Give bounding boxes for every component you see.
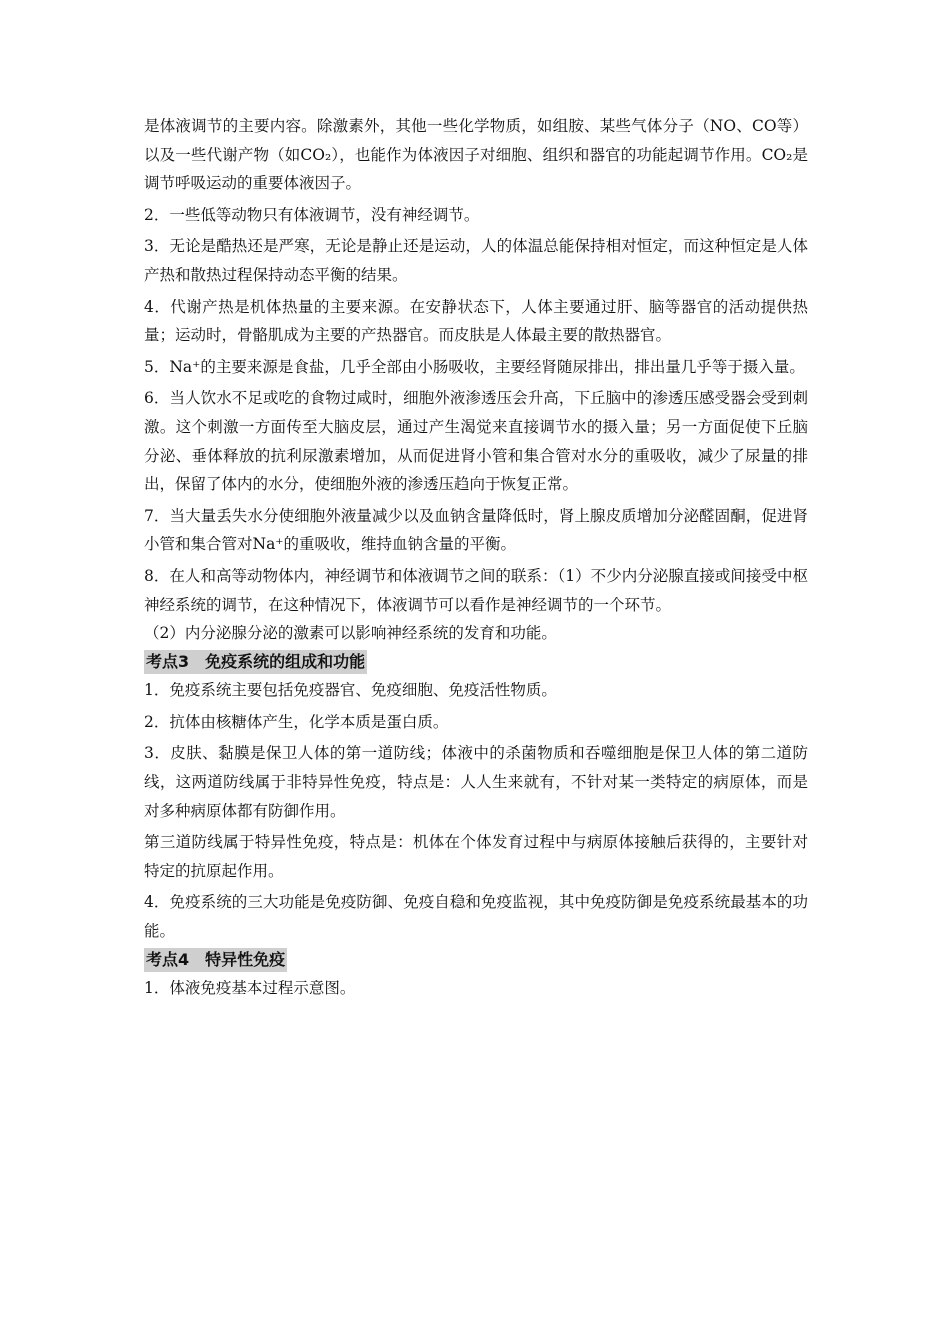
immune-item-4: 4．免疫系统的三大功能是免疫防御、免疫自稳和免疫监视，其中免疫防御是免疫系统最基本的功能。 (144, 893, 808, 941)
document-body (144, 112, 808, 1003)
paragraph-item-8: 8．在人和高等动物体内，神经调节和体液调节之间的联系：（1）不少内分泌腺直接或间接受中枢神经系统的调节，在这种情况下，体液调节可以看作是神经调节的一个环节。 (144, 566, 808, 614)
paragraph-item-7: 7．当大量丢失水分使细胞外液量减少以及血钠含量降低时，肾上腺皮质增加分泌醛固酮，促进肾小管和集合管对Na⁺的重吸收，维持血钠含量的平衡。 (144, 506, 808, 554)
paragraph-item-3: 3．无论是酷热还是严寒，无论是静止还是运动，人的体温总能保持相对恒定，而这种恒定是人体产热和散热过程保持动态平衡的结果。 (144, 237, 808, 284)
section-heading-4: 考点4 特异性免疫 (144, 948, 287, 972)
specific-immunity-item-1: 1．体液免疫基本过程示意图。 (144, 979, 356, 998)
immune-item-2: 2．抗体由核糖体产生，化学本质是蛋白质。 (144, 712, 449, 731)
paragraph-item-8-cont: （2）内分泌腺分泌的激素可以影响神经系统的发育和功能。 (144, 624, 557, 643)
paragraph-item-6: 6．当人饮水不足或吃的食物过咸时，细胞外液渗透压会升高，下丘脑中的渗透压感受器会受到刺激。这个刺激一方面传至大脑皮层，通过产生渴觉来直接调节水的摄入量；另一方面促使下丘脑分泌、垂体释放的抗利尿激素增加，从而促进肾小管和集合管对水分的重吸收，减少了尿量的排出，保留了体内的水分，使细胞外液的渗透压趋向于恢复正常。 (144, 389, 808, 494)
paragraph-intro: 是体液调节的主要内容。除激素外，其他一些化学物质，如组胺、某些气体分子（NO、CO等）以及一些代谢产物（如CO₂），也能作为体液因子对细胞、组织和器官的功能起调节作用。CO₂是调节呼吸运动的重要体液因子。 (144, 117, 808, 193)
paragraph-item-5: 5．Na⁺的主要来源是食盐，几乎全部由小肠吸收，主要经肾随尿排出，排出量几乎等于摄入量。 (144, 357, 805, 376)
section-heading-3: 考点3 免疫系统的组成和功能 (144, 650, 367, 674)
immune-item-3: 3．皮肤、黏膜是保卫人体的第一道防线；体液中的杀菌物质和吞噬细胞是保卫人体的第二道防线，这两道防线属于非特异性免疫，特点是：人人生来就有，不针对某一类特定的病原体，而是对多种病原体都有防御作用。 (144, 744, 808, 820)
paragraph-item-4: 4．代谢产热是机体热量的主要来源。在安静状态下，人体主要通过肝、脑等器官的活动提供热量；运动时，骨骼肌成为主要的产热器官。而皮肤是人体最主要的散热器官。 (144, 297, 808, 345)
immune-item-3-cont: 第三道防线属于特异性免疫，特点是：机体在个体发育过程中与病原体接触后获得的，主要针对特定的抗原起作用。 (144, 833, 808, 880)
paragraph-item-2: 2．一些低等动物只有体液调节，没有神经调节。 (144, 205, 480, 224)
immune-item-1: 1．免疫系统主要包括免疫器官、免疫细胞、免疫活性物质。 (144, 681, 557, 700)
